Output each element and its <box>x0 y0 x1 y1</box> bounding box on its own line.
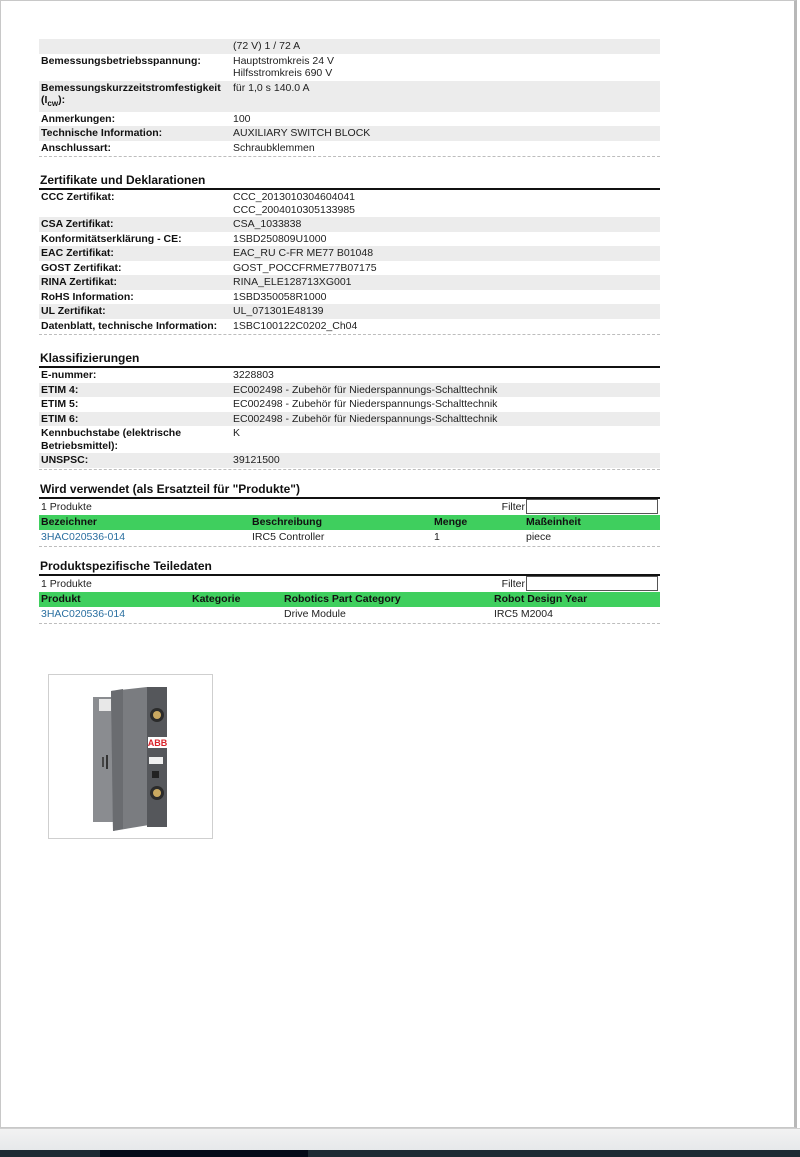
table-row <box>39 261 660 276</box>
row-value <box>231 190 660 217</box>
row-label: Bemessungsbetriebsspannung: <box>41 54 201 67</box>
label-part: ): <box>58 94 66 106</box>
row-value: K <box>233 427 241 440</box>
label-subscript: cw <box>47 99 59 109</box>
auxiliary-switch-block-illustration <box>49 675 212 838</box>
filter-label: Filter <box>501 500 525 513</box>
cell-description: IRC5 Controller <box>252 530 325 543</box>
row-value: 1SBC100122C0202_Ch04 <box>233 319 358 332</box>
row-value: CSA_1033838 <box>231 217 660 232</box>
cell-id <box>39 530 250 545</box>
table-row <box>39 383 660 398</box>
used-in-toolbar <box>39 499 660 515</box>
table-row <box>39 368 660 383</box>
row-value: 1SBD250809U1000 <box>233 232 327 245</box>
table-row <box>39 232 660 247</box>
column-header[interactable]: Robotics Part Category <box>282 592 492 607</box>
section-title-classifications: Klassifizierungen <box>39 351 660 368</box>
taskbar-active-item[interactable] <box>100 1150 308 1157</box>
product-link[interactable]: 3HAC020536-014 <box>41 530 126 543</box>
row-label: Datenblatt, technische Information: <box>41 319 218 332</box>
label-line <box>41 94 229 111</box>
table-row <box>39 319 660 334</box>
row-label: EAC Zertifikat: <box>39 246 231 261</box>
filter-label: Filter <box>501 577 525 590</box>
column-header[interactable]: Menge <box>432 515 524 530</box>
used-in-table <box>39 515 660 545</box>
row-label: Anmerkungen: <box>41 112 116 125</box>
row-value: 1SBD350058R1000 <box>233 290 327 303</box>
row-label: ETIM 4: <box>39 383 231 398</box>
table-row <box>39 426 660 453</box>
row-value: UL_071301E48139 <box>231 304 660 319</box>
product-datasheet <box>39 39 660 624</box>
row-label <box>39 39 231 54</box>
table-row <box>39 141 660 156</box>
cell-quantity: 1 <box>434 530 440 543</box>
column-header[interactable]: Maßeinheit <box>524 515 660 530</box>
row-label <box>39 426 231 453</box>
filter-input[interactable] <box>526 576 658 591</box>
row-value: EC002498 - Zubehör für Niederspannungs-Schalttechnik <box>231 383 660 398</box>
cell-category <box>190 607 282 622</box>
filter-input[interactable] <box>526 499 658 514</box>
table-row <box>39 217 660 232</box>
row-value: (72 V) 1 / 72 A <box>231 39 660 54</box>
result-count: 1 Produkte <box>41 577 92 590</box>
taskbar <box>0 1150 800 1157</box>
table-row <box>39 126 660 141</box>
row-label: ETIM 6: <box>39 412 231 427</box>
section-title-used-in: Wird verwendet (als Ersatzteil für "Produkte") <box>39 482 660 499</box>
filter-group <box>502 576 658 591</box>
label-line: Kennbuchstabe (elektrische <box>41 427 182 440</box>
table-header-row <box>39 592 660 607</box>
section-title-certificates: Zertifikate und Deklarationen <box>39 173 660 190</box>
row-label: Konformitätserklärung - CE: <box>41 232 182 245</box>
row-value <box>231 54 660 81</box>
row-value: EC002498 - Zubehör für Niederspannungs-Schalttechnik <box>233 398 498 411</box>
row-value: EC002498 - Zubehör für Niederspannungs-Schalttechnik <box>231 412 660 427</box>
section-title-part-data: Produktspezifische Teiledaten <box>39 559 660 576</box>
table-header-row <box>39 515 660 530</box>
table-row <box>39 290 660 305</box>
row-label: RoHS Information: <box>41 290 134 303</box>
cell-robotics-category: Drive Module <box>284 607 346 620</box>
label-part: (I <box>41 94 48 106</box>
cell-product <box>39 607 190 622</box>
table-row <box>39 453 660 468</box>
row-label: UNSPSC: <box>39 453 231 468</box>
column-header[interactable]: Robot Design Year <box>492 592 660 607</box>
row-label: ETIM 5: <box>41 398 79 411</box>
row-value: GOST_POCCFRME77B07175 <box>233 261 377 274</box>
row-value: 3228803 <box>233 369 274 382</box>
row-value: Schraubklemmen <box>233 141 315 154</box>
table-row <box>39 54 660 81</box>
svg-text:ABB: ABB <box>147 738 168 748</box>
part-data-table <box>39 592 660 622</box>
row-label: CCC Zertifikat: <box>41 191 115 204</box>
technical-table <box>39 39 660 155</box>
row-label <box>39 81 231 112</box>
part-data-toolbar <box>39 576 660 592</box>
label-line: Bemessungskurzzeitstromfestigkeit <box>41 81 221 94</box>
value-line: CCC_2004010305133985 <box>233 203 356 216</box>
result-count: 1 Produkte <box>41 500 92 513</box>
row-label: Anschlussart: <box>41 141 112 154</box>
table-row <box>39 39 660 54</box>
table-row <box>39 397 660 412</box>
certificates-table <box>39 190 660 333</box>
classifications-table <box>39 368 660 468</box>
label-line: Betriebsmittel): <box>41 439 119 452</box>
product-image[interactable] <box>48 674 213 839</box>
row-label: RINA Zertifikat: <box>39 275 231 290</box>
cell-unit: piece <box>526 530 552 543</box>
value-line: Hauptstromkreis 24 V <box>233 54 334 67</box>
column-header[interactable]: Beschreibung <box>250 515 432 530</box>
column-header[interactable]: Produkt <box>39 592 190 607</box>
row-label: UL Zertifikat: <box>39 304 231 319</box>
row-value: für 1,0 s 140.0 A <box>231 81 660 112</box>
table-row <box>39 304 660 319</box>
divider <box>39 623 660 624</box>
table-row <box>39 530 660 545</box>
row-value: RINA_ELE128713XG001 <box>231 275 660 290</box>
row-value: 39121500 <box>231 453 660 468</box>
filter-group <box>502 499 658 514</box>
row-label: Technische Information: <box>39 126 231 141</box>
window-status-bar <box>0 1128 800 1151</box>
table-row <box>39 412 660 427</box>
table-row <box>39 246 660 261</box>
value-line: CCC_2013010304604041 <box>233 191 356 204</box>
product-link[interactable]: 3HAC020536-014 <box>41 607 126 620</box>
column-header[interactable]: Bezeichner <box>39 515 250 530</box>
table-row <box>39 81 660 112</box>
table-row <box>39 190 660 217</box>
column-header[interactable]: Kategorie <box>190 592 282 607</box>
value-line: Hilfsstromkreis 690 V <box>233 67 333 79</box>
row-value: AUXILIARY SWITCH BLOCK <box>231 126 660 141</box>
row-value: 100 <box>233 112 251 125</box>
table-row <box>39 607 660 622</box>
row-label: CSA Zertifikat: <box>39 217 231 232</box>
row-value: EAC_RU C-FR ME77 B01048 <box>231 246 660 261</box>
cell-design-year: IRC5 M2004 <box>494 607 553 620</box>
row-label: GOST Zertifikat: <box>41 261 122 274</box>
table-row <box>39 275 660 290</box>
table-row <box>39 112 660 127</box>
row-label: E-nummer: <box>41 369 97 382</box>
